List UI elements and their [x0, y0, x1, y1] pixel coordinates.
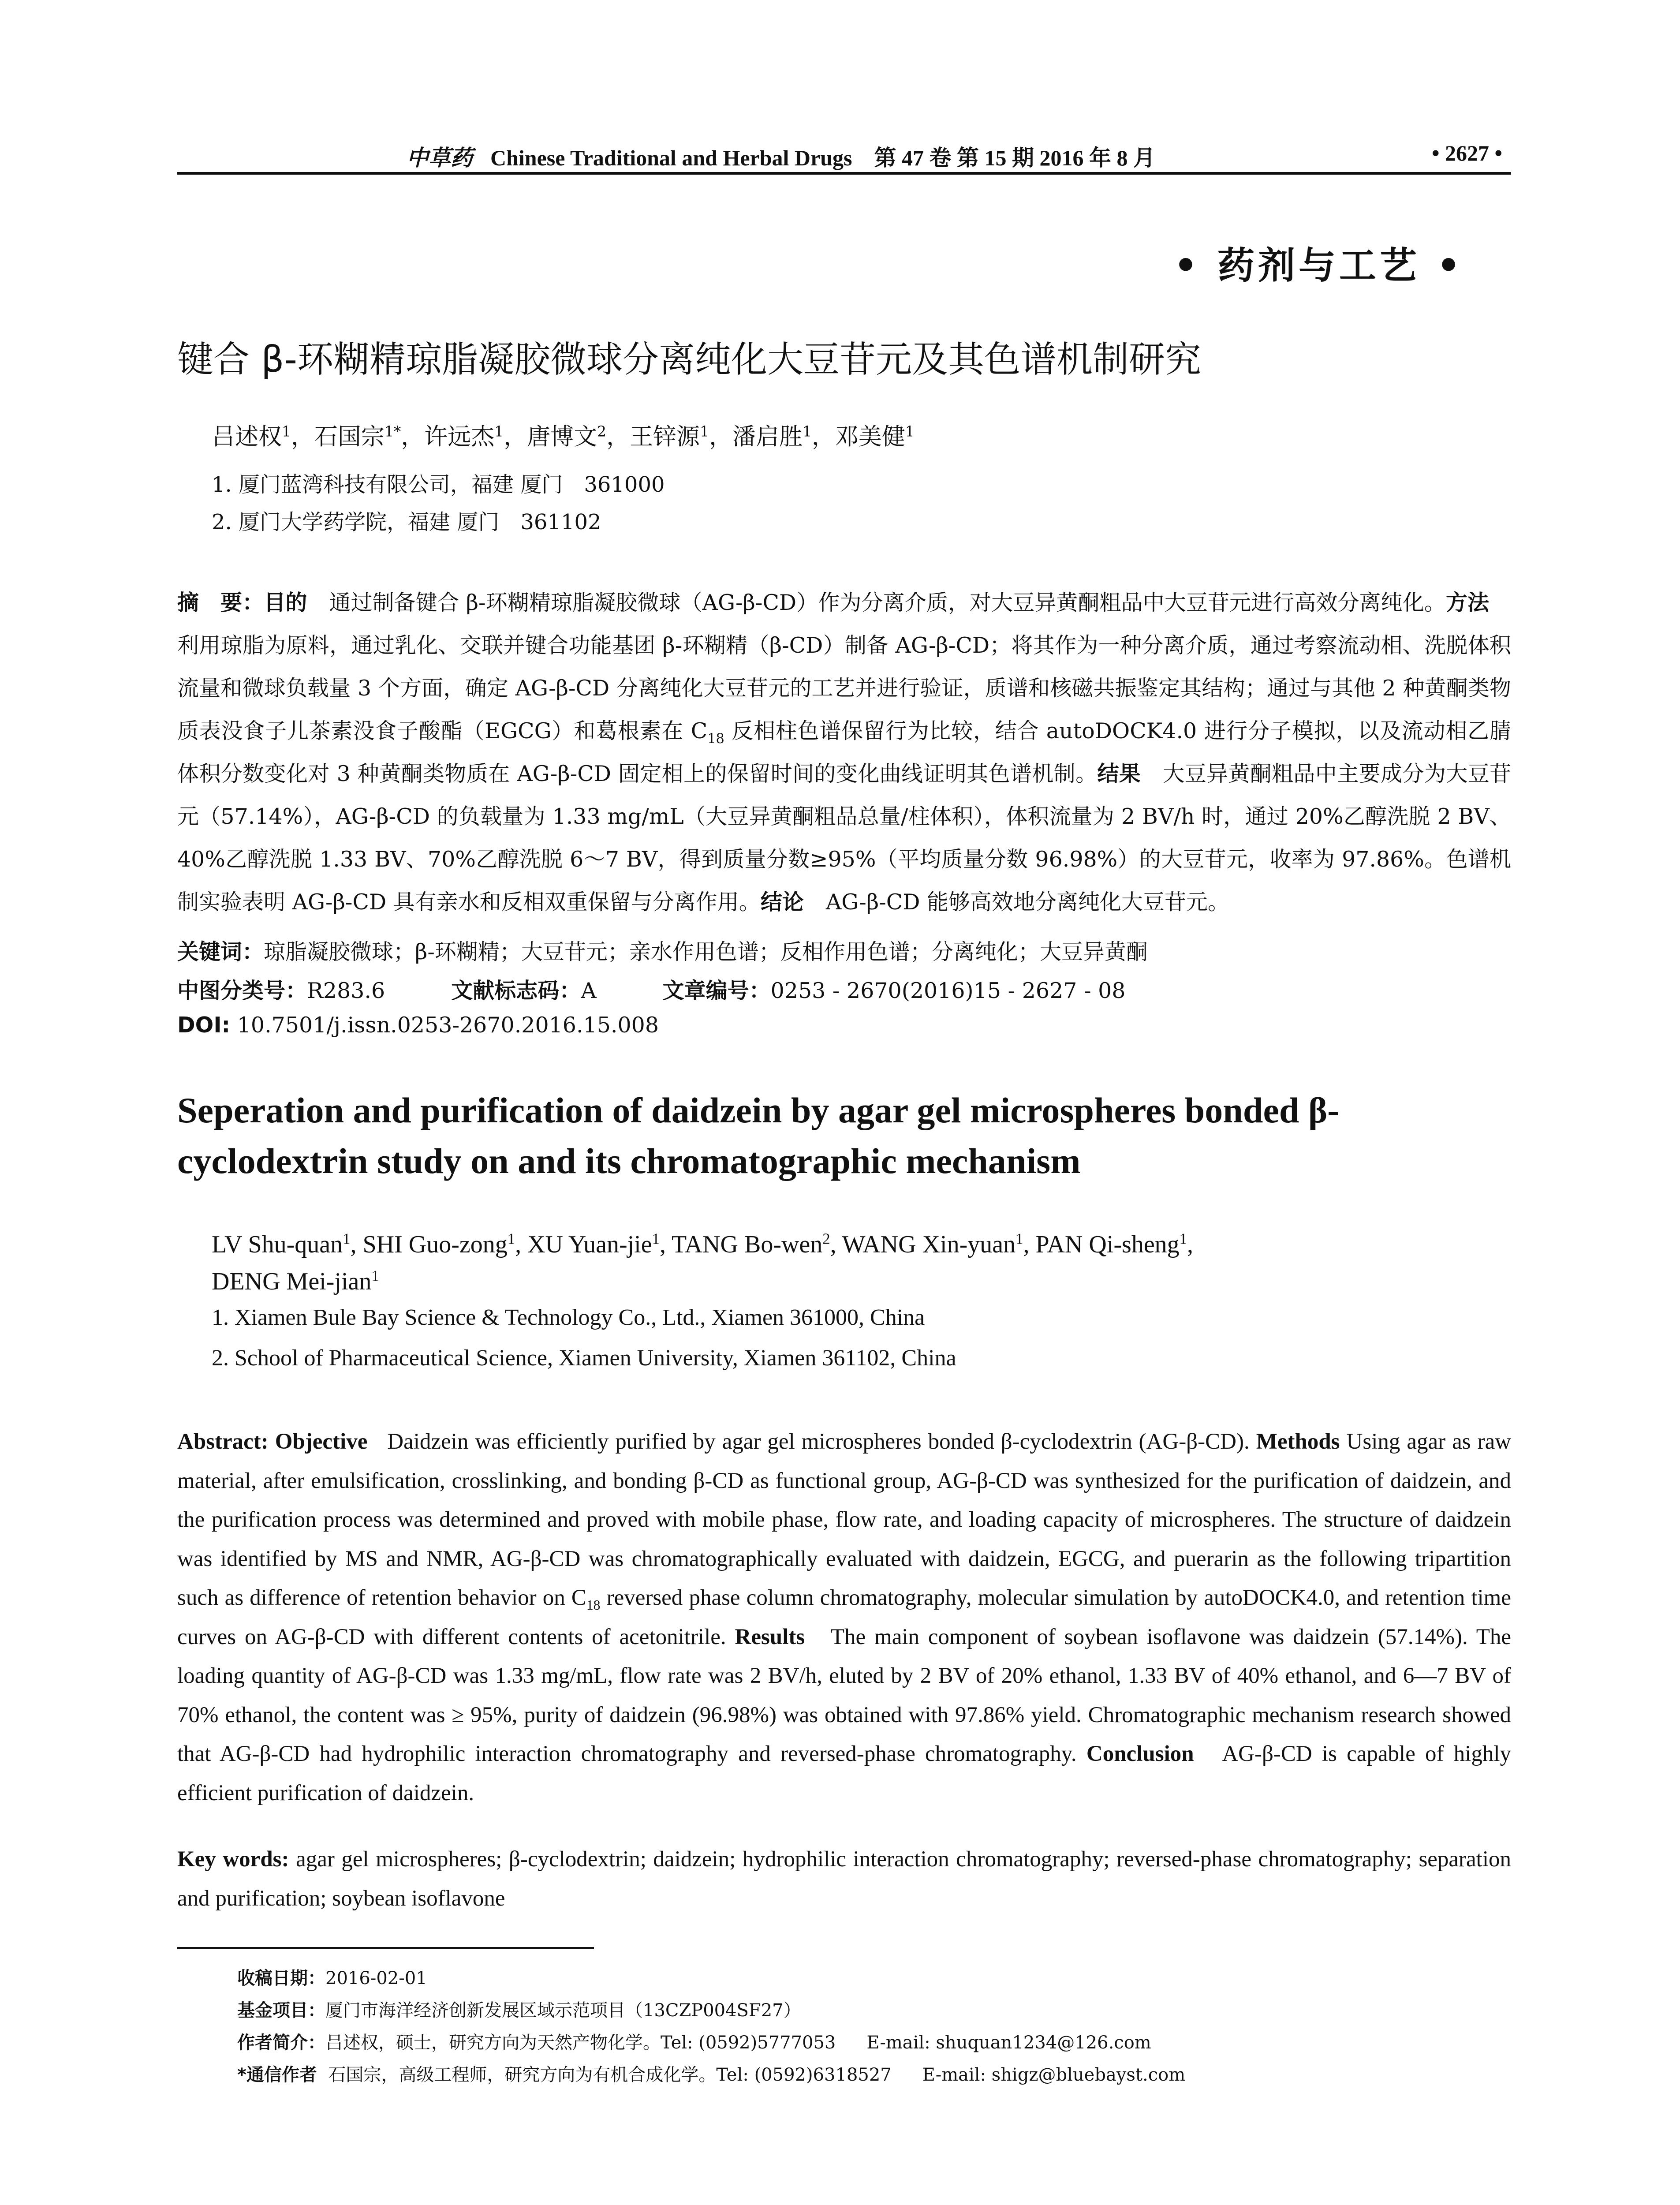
author-name: 王锌源	[630, 423, 700, 450]
received-label: 收稿日期：	[237, 1968, 325, 1988]
author-separator: ，	[401, 423, 425, 450]
author-affiliation-mark: 1	[652, 1230, 660, 1248]
keywords-text: 琼脂凝胶微球；β-环糊精；大豆苷元；亲水作用色谱；反相作用色谱；分离纯化；大豆异黄酮	[264, 939, 1148, 964]
chinese-affiliation-1: 1. 厦门蓝湾科技有限公司，福建 厦门 361000	[212, 472, 665, 497]
methods-text: Using agar as raw material, after emulsification, crosslinking, and bonding β-CD as functional group, AG-β-CD was synthesized for the purification of daidzein, and the purification process was determined and proved with mobile phase, flow rate, and loading capacity of microspheres. The structure of daidzein was identified by MS and NMR, AG-β-CD was chromatographically evaluated with daidzein, EGCG, and puerarin as the following tripartition such as difference of retention behavior on C	[177, 1429, 1512, 1610]
clc-value: R283.6	[307, 978, 385, 1003]
objective-text: 通过制备键合 β-环糊精琼脂凝胶微球（AG-β-CD）作为分离介质，对大豆异黄酮粗品中大豆苷元进行高效分离纯化。	[329, 590, 1446, 615]
results-label: 结果	[1097, 761, 1141, 786]
document-code-value: A	[581, 978, 597, 1003]
chinese-abstract	[177, 581, 1511, 923]
results-text: 大豆异黄酮粗品中主要成分为大豆苷元（57.14%），AG-β-CD 的负载量为 1.33 mg/mL（大豆异黄酮粗品总量/柱体积），体积流量为 2 BV/h 时，通过 20%乙醇洗脱 2 BV、40%乙醇洗脱 1.33 BV、70%乙醇洗脱 6～7 BV，得到质量分数≥95%（平均质量分数 96.98%）的大豆苷元，收率为 97.86%。色谱机制实验表明 AG-β-CD 具有亲水和反相双重保留与分离作用。	[177, 761, 1511, 915]
objective-text: Daidzein was efficiently purified by agar gel microspheres bonded β-cyclodextrin (AG-β-CD).	[387, 1429, 1250, 1454]
author-bio-value: 吕述权，硕士，研究方向为天然产物化学。Tel: (0592)5777053	[325, 2033, 836, 2053]
author-separator: ，	[606, 423, 630, 450]
author-affiliation-mark: 1	[1015, 1230, 1023, 1248]
doi-value: 10.7501/j.issn.0253-2670.2016.15.008	[237, 1013, 659, 1038]
received-date	[237, 1962, 1185, 1995]
results-label: Results	[735, 1624, 805, 1649]
author-name: XU Yuan-jie	[527, 1231, 652, 1258]
clc-label: 中图分类号：	[177, 978, 307, 1003]
section-label: • 药剂与工艺 •	[1174, 244, 1464, 287]
author-affiliation-mark: 1	[494, 422, 504, 440]
author-separator: ,	[1023, 1231, 1036, 1258]
fund-label: 基金项目：	[237, 2000, 325, 2021]
author-name: LV Shu-quan	[212, 1231, 343, 1258]
methods-label: Methods	[1256, 1429, 1340, 1454]
author-affiliation-mark: 1	[905, 422, 915, 440]
doi-label: DOI:	[177, 1013, 231, 1038]
author-name: TANG Bo-wen	[671, 1231, 823, 1258]
methods-text-continued: 反相柱色谱保留行为比较，结合 autoDOCK4.0 进行分子模拟，以及流动相乙腈体积分数变化对 3 种黄酮类物质在 AG-β-CD 固定相上的保留时间的变化曲线证明其色谱机制。	[177, 718, 1511, 786]
keywords-label: 关键词：	[177, 939, 264, 964]
fund-value: 厦门市海洋经济创新发展区域示范项目（13CZP004SF27）	[325, 2000, 801, 2021]
author-separator: ，	[709, 423, 732, 450]
classification-line	[177, 974, 1511, 1005]
corresponding-author	[237, 2059, 1185, 2091]
author-name: 邓美健	[835, 423, 905, 450]
abstract-objective-label: Abstract: Objective	[177, 1429, 368, 1454]
author-name: WANG Xin-yuan	[842, 1231, 1016, 1258]
issue-info: 第 47 卷 第 15 期 2016 年 8 月	[874, 146, 1155, 170]
author-separator: ，	[811, 423, 835, 450]
author-name: 吕述权	[212, 423, 282, 450]
author-separator: ,	[515, 1231, 528, 1258]
corresponding-value: 石国宗，高级工程师，研究方向为有机合成化学。Tel: (0592)6318527	[328, 2065, 892, 2085]
english-affiliation-2: 2. School of Pharmaceutical Science, Xiamen University, Xiamen 361102, China	[212, 1345, 956, 1371]
author-bio-label: 作者简介：	[237, 2033, 325, 2053]
conclusion-text: AG-β-CD 能够高效地分离纯化大豆苷元。	[825, 889, 1230, 915]
author-separator: ，	[504, 423, 527, 450]
objective-label: 目的	[264, 590, 307, 615]
conclusion-label: 结论	[760, 889, 804, 915]
author-name: 石国宗	[314, 423, 385, 450]
chinese-keywords	[177, 935, 1511, 966]
english-keywords	[177, 1840, 1511, 1918]
author-separator: ,	[350, 1231, 363, 1258]
abstract-label: 摘 要：	[177, 590, 264, 615]
footnotes	[237, 1962, 1185, 2091]
author-name: 唐博文	[527, 423, 597, 450]
english-abstract	[177, 1422, 1511, 1813]
running-header-center	[407, 140, 1155, 172]
doi-line	[177, 1013, 1511, 1038]
footnote-divider	[177, 1947, 594, 1949]
article-number-label: 文章编号：	[662, 978, 771, 1003]
corresponding-email: E-mail: shigz@bluebayst.com	[922, 2065, 1186, 2085]
corresponding-label: *通信作者	[237, 2065, 317, 2085]
document-code	[451, 974, 596, 1005]
chinese-authors	[212, 418, 915, 452]
author-name: 潘启胜	[732, 423, 803, 450]
author-affiliation-mark: 1	[700, 422, 709, 440]
author-affiliation-mark: 1	[1179, 1230, 1187, 1248]
author-bio	[237, 2027, 1185, 2059]
author-name: SHI Guo-zong	[362, 1231, 508, 1258]
author-affiliation-mark: 1	[802, 422, 812, 440]
conclusion-label: Conclusion	[1086, 1742, 1194, 1766]
article-number	[663, 978, 1126, 1003]
author-name: DENG Mei-jian	[212, 1268, 372, 1295]
journal-name: Chinese Traditional and Herbal Drugs	[490, 146, 852, 170]
english-title: Seperation and purification of daidzein by agar gel microspheres bonded β-cyclodextrin study on and its chromatographic mechanism	[177, 1090, 1340, 1181]
author-affiliation-mark: 1	[343, 1230, 351, 1248]
english-authors	[212, 1226, 1490, 1300]
author-name: PAN Qi-sheng	[1035, 1231, 1180, 1258]
author-affiliation-mark: 2	[822, 1230, 830, 1248]
author-separator: ,	[1187, 1231, 1194, 1258]
document-code-label: 文献标志码：	[451, 978, 581, 1003]
methods-text-continued: reversed phase column chromatography, molecular simulation by autoDOCK4.0, and retention time curves on AG-β-CD with different contents of acetonitrile.	[177, 1585, 1511, 1649]
author-affiliation-mark: 2	[597, 422, 607, 440]
author-affiliation-mark: 1	[282, 422, 291, 440]
results-text: The main component of soybean isoflavone was daidzein (57.14%). The loading quantity of AG-β-CD was 1.33 mg/mL, flow rate was 2 BV/h, eluted by 2 BV of 20% ethanol, 1.33 BV of 40% ethanol, and 6—7 BV of 70% ethanol, the content was ≥ 95%, purity of daidzein (96.98%) was obtained with 97.86% yield. Chromatographic mechanism research showed that AG-β-CD had hydrophilic interaction chromatography and reversed-phase chromatography.	[177, 1624, 1511, 1766]
journal-logo: 中草药	[407, 146, 473, 170]
page-number: • 2627 •	[1431, 141, 1502, 165]
chinese-title: 键合 β-环糊精琼脂凝胶微球分离纯化大豆苷元及其色谱机制研究	[177, 339, 1201, 381]
author-affiliation-mark: 1	[507, 1230, 515, 1248]
author-separator: ,	[659, 1231, 672, 1258]
conclusion-text: AG-β-CD is capable of highly efficient purification of daidzein.	[177, 1742, 1512, 1805]
running-header	[177, 140, 1511, 175]
methods-label: 方法	[1445, 590, 1489, 615]
keywords-text: agar gel microspheres; β-cyclodextrin; daidzein; hydrophilic interaction chromatography; reversed-phase chromatography; separation and purification; soybean isoflavone	[177, 1847, 1512, 1911]
methods-text: 利用琼脂为原料，通过乳化、交联并键合功能基团 β-环糊精（β-CD）制备 AG-β-CD；将其作为一种分离介质，通过考察流动相、洗脱体积流量和微球负载量 3 个方面，确定 AG-β-CD 分离纯化大豆苷元的工艺并进行验证，质谱和核磁共振鉴定其结构；通过与其他 2 种黄酮类物质表没食子儿茶素没食子酸酯（EGCG）和葛根素在 C	[177, 633, 1511, 744]
fund-info	[237, 1995, 1185, 2027]
author-email: E-mail: shuquan1234@126.com	[866, 2033, 1151, 2053]
english-affiliation-1: 1. Xiamen Bule Bay Science & Technology Co., Ltd., Xiamen 361000, China	[212, 1305, 925, 1330]
author-separator: ,	[830, 1231, 842, 1258]
methods-subscript: 18	[586, 1597, 601, 1613]
keywords-label: Key words:	[177, 1847, 289, 1872]
author-name: 许远杰	[424, 423, 495, 450]
received-value: 2016-02-01	[325, 1968, 427, 1988]
author-affiliation-mark: 1*	[384, 422, 401, 440]
chinese-affiliation-2: 2. 厦门大学药学院，福建 厦门 361102	[212, 510, 601, 534]
author-affiliation-mark: 1	[371, 1267, 379, 1285]
author-separator: ，	[291, 423, 314, 450]
clc-number	[177, 974, 385, 1005]
methods-subscript: 18	[707, 731, 724, 747]
article-number-value: 0253 - 2670(2016)15 - 2627 - 08	[770, 978, 1126, 1003]
